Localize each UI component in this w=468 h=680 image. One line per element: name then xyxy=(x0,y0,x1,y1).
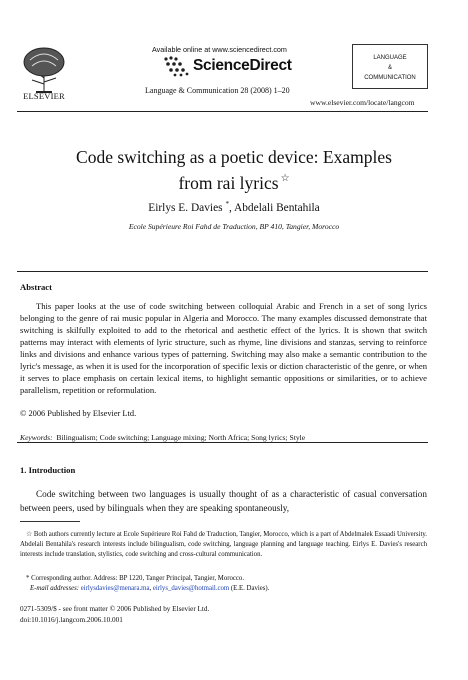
journal-box-line: & xyxy=(387,65,392,71)
keywords-list: Bilingualism; Code switching; Language mixing; North Africa; Song lyrics; Style xyxy=(56,433,306,442)
affiliation: Ecole Supérieure Roi Fahd de Traduction, BP 410, Tangier, Morocco xyxy=(128,222,340,231)
title-line-2 xyxy=(20,168,448,194)
title-line: from rai lyrics xyxy=(178,173,279,193)
abstract-top-divider xyxy=(17,271,428,272)
keywords xyxy=(20,433,427,442)
section-heading: 1. Introduction xyxy=(20,465,76,475)
email-label: E-mail addresses: xyxy=(30,585,80,592)
journal-reference: Language & Communication 28 (2008) 1–20 xyxy=(145,86,290,95)
email-link[interactable]: eirlys_davies@hotmail.com xyxy=(152,585,230,592)
doi-link[interactable]: doi:10.1016/j.langcom.2006.10.001 xyxy=(20,616,123,624)
section-body: Code switching between two languages is usually thought of as a characteristic of casual conversation between peers, used by bilinguals when they are speaking spontaneously, xyxy=(20,489,427,513)
title-footnote-mark[interactable]: ☆ xyxy=(280,173,290,184)
footnote-text: Both authors currently lecture at Ecole Supérieure Roi Fahd de Traduction, Tangier, Morocco, which is a part of Abdelmalek Essaadi University. Abdelali Bentahila's research interests include bilingualism, code switching, language planning and language teaching. Eirlys E. Davies's research interests include translation, stylistics, code switching and cross-cultural communication. xyxy=(20,531,428,558)
abstract-body: This paper looks at the use of code switching between colloquial Arabic and French in a set of song lyrics belonging to the genre of rai music popular in Algeria and Morocco. The many examples discussed demonstrate that switching is skilfully exploited to add to the rhetorical and aesthetic effect of the lyrics. It is shown that switch patterns may interact with elements of lyric structure, such as rhyme, line divisions and stanzas, serving to reinforce links and divisions and enhance various types of patterning. Switching may also make a semantic contribution to the lyric's message, as when it is used for the incorporation of specific lexis or diction characteristic of the genre, or when it serves to place emphasis on certain lexical items, to highlight semantic oppositions or similarities, or to achieve parallelism, repetition or reformulation. xyxy=(20,301,427,395)
title-line: Code switching as a poetic device: Examples xyxy=(76,147,392,167)
author-separator: , xyxy=(228,201,235,214)
journal-box-line: LANGUAGE xyxy=(373,55,407,61)
sciencedirect-dots-logo xyxy=(162,55,190,77)
author-list xyxy=(20,200,448,214)
footnote-text: Corresponding author. Address: BP 1220, Tanger Principal, Tangier, Morocco. xyxy=(31,575,245,582)
author-name: Eirlys E. Davies xyxy=(148,201,223,214)
publisher-name: ELSEVIER xyxy=(23,91,65,101)
journal-title-box xyxy=(352,44,428,89)
article-title xyxy=(20,147,448,194)
footnote-mark: ☆ xyxy=(26,531,33,538)
header-divider xyxy=(17,111,428,112)
corresponding-author-mark[interactable]: * xyxy=(225,200,229,208)
sciencedirect-wordmark: ScienceDirect xyxy=(193,57,292,74)
journal-box-line: COMMUNICATION xyxy=(364,75,416,81)
email-owner: (E.E. Davies). xyxy=(229,585,270,592)
elsevier-tree-logo xyxy=(18,44,70,96)
abstract-heading: Abstract xyxy=(20,282,52,292)
footnote-mark: * xyxy=(26,575,30,582)
keywords-label: Keywords: xyxy=(20,433,53,442)
abstract-bottom-divider xyxy=(17,442,428,443)
footnote-authors xyxy=(20,530,427,560)
author-name: Abdelali Bentahila xyxy=(234,201,320,214)
issn-front-matter: 0271-5309/$ - see front matter © 2006 Published by Elsevier Ltd. xyxy=(20,605,210,613)
abstract-copyright: © 2006 Published by Elsevier Ltd. xyxy=(20,409,137,418)
available-online-note: Available online at www.sciencedirect.com xyxy=(152,45,287,54)
footnote-emails xyxy=(30,584,427,594)
email-separator: , xyxy=(149,585,153,592)
journal-url-link[interactable]: www.elsevier.com/locate/langcom xyxy=(310,98,415,107)
footnote-corresponding xyxy=(20,574,427,584)
footnote-divider xyxy=(20,521,80,522)
email-link[interactable]: eirlysdavies@menara.ma xyxy=(80,585,150,592)
